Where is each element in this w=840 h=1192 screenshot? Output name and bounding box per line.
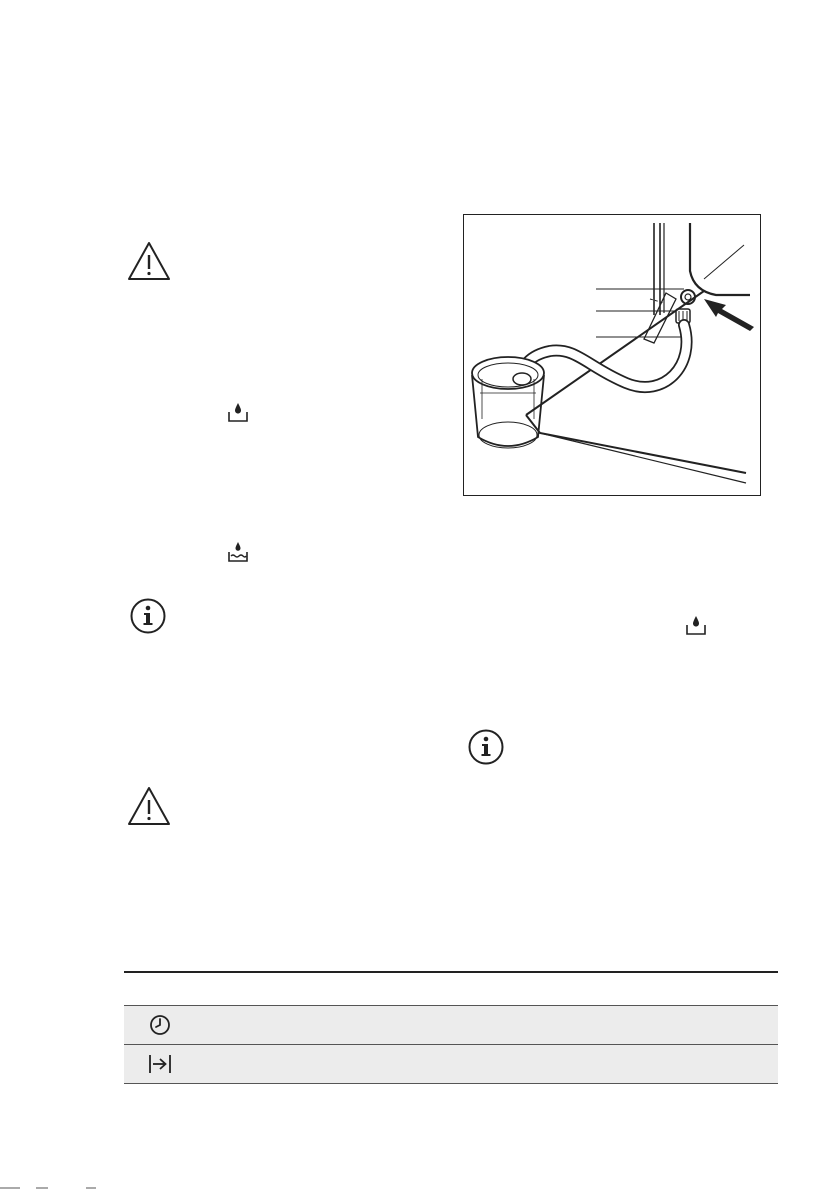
page-edge-marks (0, 1184, 120, 1192)
arrow-to-line-icon (148, 1052, 172, 1076)
water-drop-tray-icon (684, 613, 708, 637)
table-row (124, 1005, 778, 1044)
function-table (124, 971, 778, 1084)
info-circle-icon (467, 728, 505, 766)
drain-hose-illustration (464, 215, 761, 496)
clock-icon (148, 1013, 172, 1037)
info-circle-icon (129, 597, 167, 635)
warning-triangle-icon (126, 240, 172, 282)
water-drop-tray-icon (226, 400, 250, 424)
table-row (124, 1044, 778, 1084)
drain-hose-figure (463, 214, 761, 496)
table-header (124, 971, 778, 1005)
water-level-icon (226, 540, 250, 564)
warning-triangle-icon (126, 785, 172, 827)
